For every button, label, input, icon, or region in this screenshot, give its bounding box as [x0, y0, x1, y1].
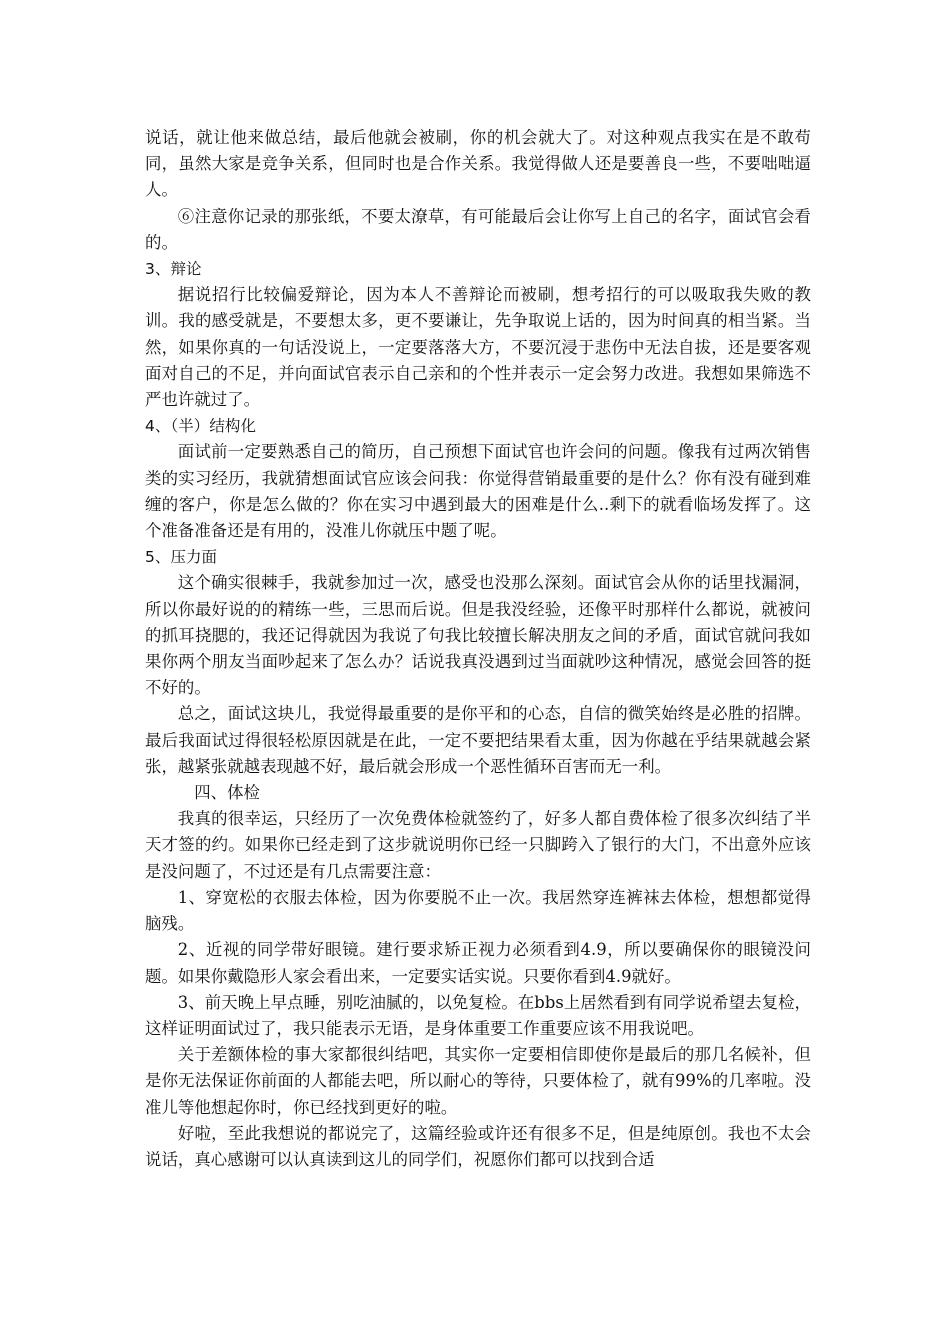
paragraph-4: 面试前一定要熟悉自己的简历，自己预想下面试官也许会问的问题。像我有过两次销售类的实习经历，我就猜想面试官应该会问我：你觉得营销最重要的是什么？你有没有碰到难缠的客户，你是怎么做的？你在实习中遇到最大的困难是什么..剩下的就看临场发挥了。这个准备准备还是有用的，没准儿你就压中题了呢。 [145, 442, 811, 541]
section-heading-debate: 3、辩论 [145, 260, 202, 279]
section-heading-physical-exam: 四、体检 [194, 783, 260, 803]
paragraph-11: 关于差额体检的事大家都很纠结吧，其实你一定要相信即使你是最后的那几名候补，但是你无法保证你前面的人都能去吧，所以耐心的等待，只要体检了，就有99%的几率啦。没准儿等他想起你时，你已经找到更好的啦。 [145, 1045, 811, 1117]
paragraph-9: 2、近视的同学带好眼镜。建行要求矫正视力必须看到4.9，所以要确保你的眼镜没问题。如果你戴隐形人家会看出来，一定要实话实说。只要你看到4.9就好。 [145, 940, 811, 986]
paragraph-6: 总之，面试这块儿，我觉得最重要的是你平和的心态，自信的微笑始终是必胜的招牌。最后我面试过得很轻松原因就是在此，一定不要把结果看太重，因为你越在乎结果就越会紧张，越紧张就越表现越不好，最后就会形成一个恶性循环百害而无一利。 [145, 704, 811, 776]
document-page [145, 125, 811, 1173]
paragraph-7: 我真的很幸运，只经历了一次免费体检就签约了，好多人都自费体检了很多次纠结了半天才签的约。如果你已经走到了这步就说明你已经一只脚跨入了银行的大门，不出意外应该是没问题了，不过还是有几点需要注意： [145, 809, 811, 881]
paragraph-1: 说话，就让他来做总结，最后他就会被刷，你的机会就大了。对这种观点我实在是不敢苟同，虽然大家是竞争关系，但同时也是合作关系。我觉得做人还是要善良一些，不要咄咄逼人。 [145, 128, 811, 200]
paragraph-3: 据说招行比较偏爱辩论，因为本人不善辩论而被刷，想考招行的可以吸取我失败的教训。我的感受就是，不要想太多，更不要谦让，先争取说上话的，因为时间真的相当紧。当然，如果你真的一句话没说上，一定要落落大方，不要沉浸于悲伤中无法自拔，还是要客观面对自己的不足，并向面试官表示自己亲和的个性并表示一定会努力改进。我想如果筛选不严也许就过了。 [145, 285, 811, 410]
paragraph-8: 1、穿宽松的衣服去体检，因为你要脱不止一次。我居然穿连裤袜去体检，想想都觉得脑残。 [145, 887, 811, 934]
paragraph-12: 好啦，至此我想说的都说完了，这篇经验或许还有很多不足，但是纯原创。我也不太会说话，真心感谢可以认真读到这儿的同学们，祝愿你们都可以找到合适 [145, 1123, 811, 1169]
paragraph-10: 3、前天晚上早点睡，别吃油腻的，以免复检。在bbs上居然看到有同学说希望去复检，这样证明面试过了，我只能表示无语，是身体重要工作重要应该不用我说吧。 [145, 992, 811, 1038]
section-heading-stress: 5、压力面 [145, 548, 218, 567]
paragraph-2: ⑥注意你记录的那张纸，不要太潦草，有可能最后会让你写上自己的名字，面试官会看的。 [145, 206, 811, 252]
paragraph-5: 这个确实很棘手，我就参加过一次，感受也没那么深刻。面试官会从你的话里找漏洞，所以你最好说的的精练一些，三思而后说。但是我没经验，还像平时那样什么都说，就被问的抓耳挠腮的，我还记得就因为我说了句我比较擅长解决朋友之间的矛盾，面试官就问我如果你两个朋友当面吵起来了怎么办？话说我真没遇到过当面就吵这种情况，感觉会回答的挺不好的。 [145, 573, 811, 698]
section-heading-structured: 4、（半）结构化 [145, 417, 257, 436]
